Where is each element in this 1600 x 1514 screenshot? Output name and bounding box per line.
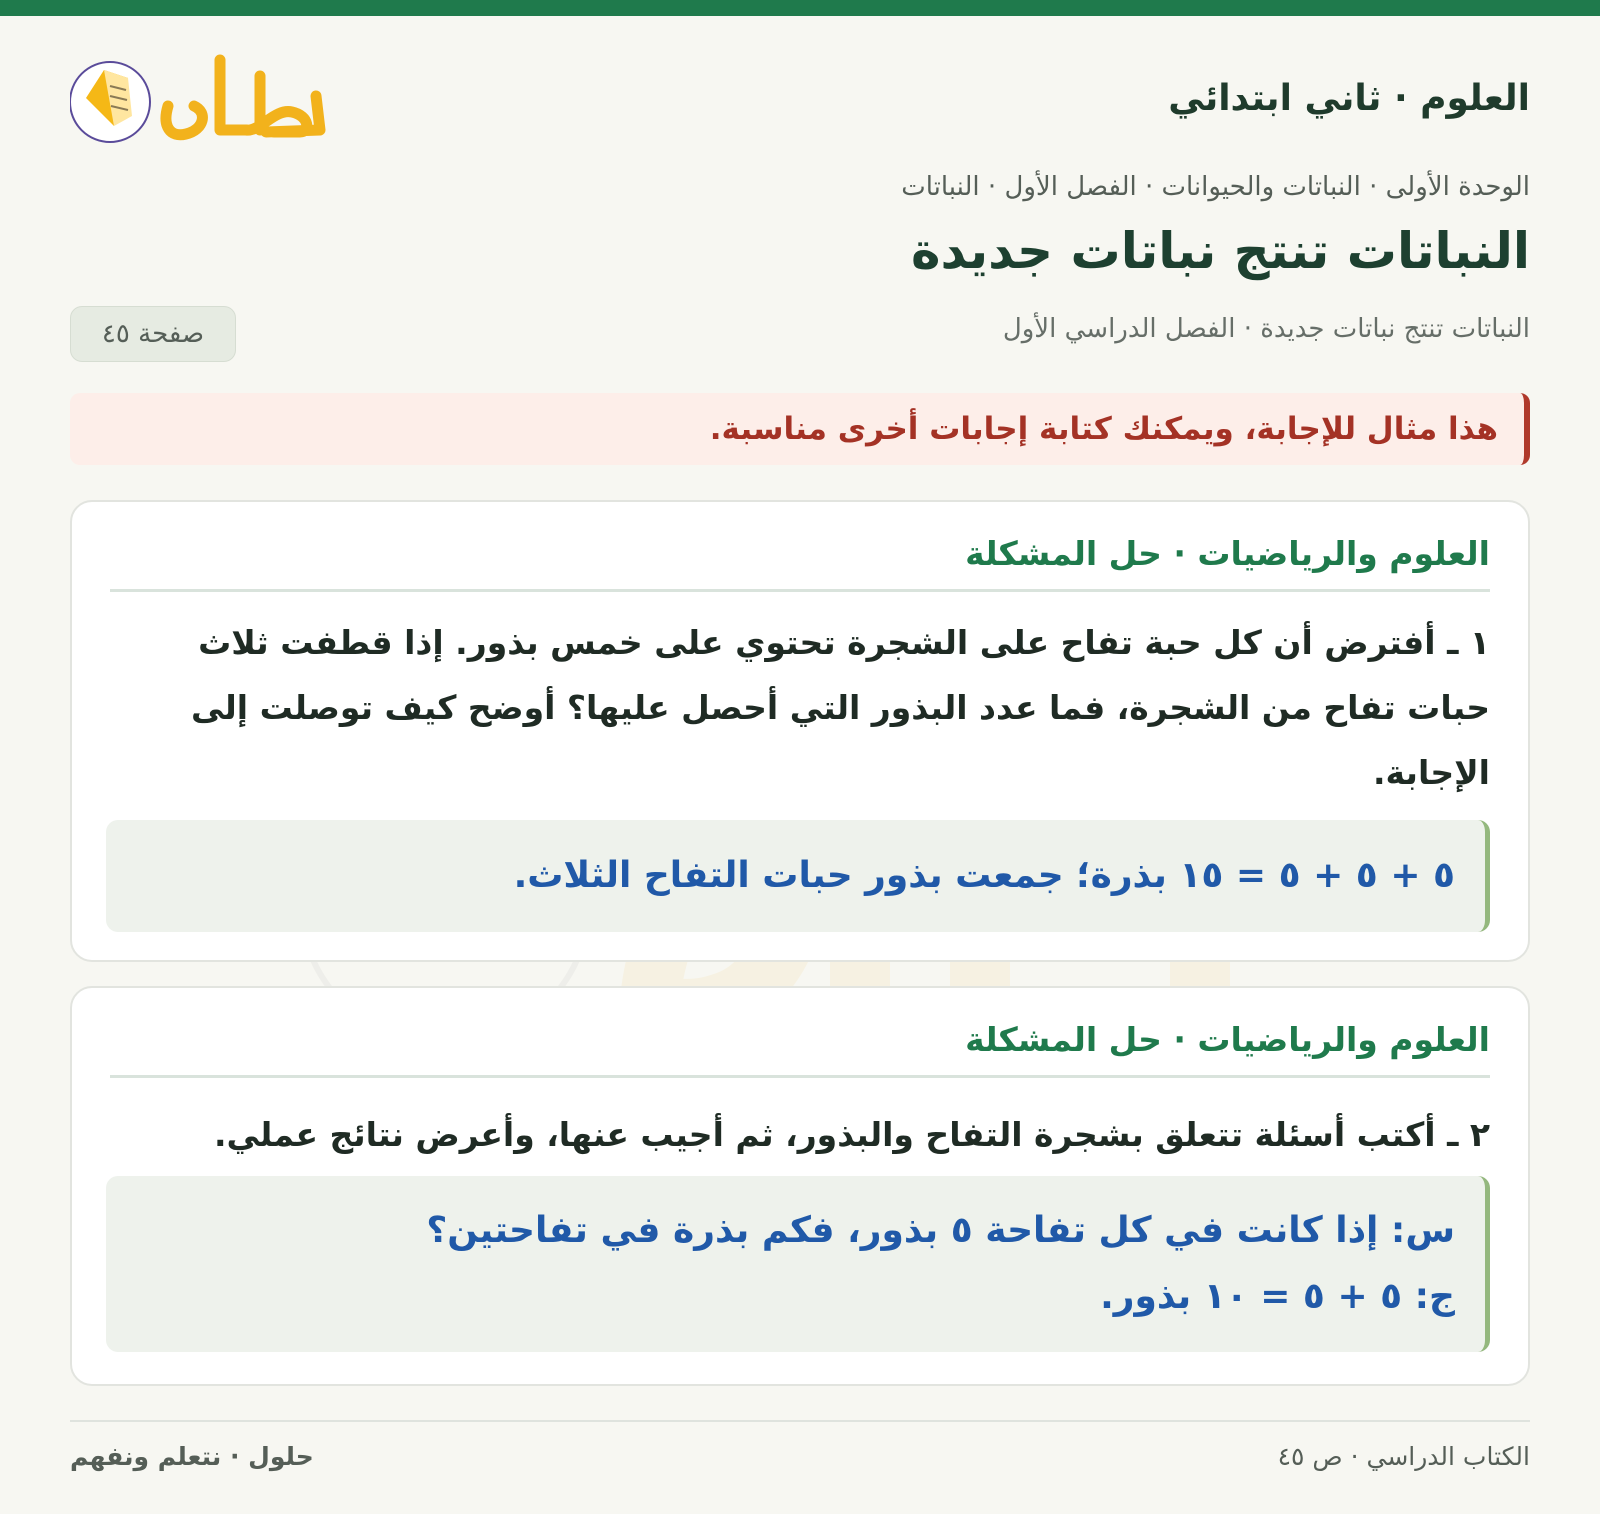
footer-divider (70, 1420, 1530, 1422)
answer-line: ٥ + ٥ + ٥ = ١٥ بذرة؛ جمعت بذور حبات التفاح الثلاث. (513, 855, 1455, 896)
answer-line: ج: ٥ + ٥ = ١٠ بذور. (1100, 1276, 1455, 1317)
answer-line: س: إذا كانت في كل تفاحة ٥ بذور، فكم بذرة في تفاحتين؟ (426, 1210, 1455, 1251)
page-header (70, 40, 1530, 180)
page-title: النباتات تنتج نباتات جديدة (911, 222, 1530, 280)
breadcrumb: الوحدة الأولى · النباتات والحيوانات · الفصل الأول · النباتات (901, 172, 1530, 202)
answer-note (70, 393, 1530, 465)
footer-source: الكتاب الدراسي · ص ٤٥ (1277, 1442, 1530, 1471)
card-heading: العلوم والرياضيات · حل المشكلة (110, 534, 1490, 592)
question-card (70, 500, 1530, 962)
answer-box (106, 820, 1490, 932)
question-text: ٢ ـ أكتب أسئلة تتعلق بشجرة التفاح والبذور، ثم أجيب عنها، وأعرض نتائج عملي. (213, 1115, 1490, 1154)
top-accent-bar (0, 0, 1600, 16)
page-number-badge: صفحة ٤٥ (70, 306, 236, 362)
lesson-meta: النباتات تنتج نباتات جديدة · الفصل الدراسي الأول (1002, 314, 1530, 344)
subject-title: العلوم · ثاني ابتدائي (1168, 78, 1530, 119)
answer-note-text: هذا مثال للإجابة، ويمكنك كتابة إجابات أخرى مناسبة. (709, 411, 1498, 447)
logo-wordmark (166, 60, 320, 135)
question-text: ١ ـ أفترض أن كل حبة تفاح على الشجرة تحتوي على خمس بذور. إذا قطفت ثلاث حبات تفاح من الشجرة، فما عدد البذور التي أحصل عليها؟ أوضح كيف توصلت إلى الإجابة. (191, 623, 1490, 792)
card-heading: العلوم والرياضيات · حل المشكلة (110, 1020, 1490, 1078)
footer-brand: حلول · نتعلم ونفهم (70, 1442, 314, 1471)
logo-book-icon (70, 62, 150, 142)
answer-box (106, 1176, 1490, 1352)
hulul-logo[interactable] (70, 46, 330, 156)
question-card (70, 986, 1530, 1386)
